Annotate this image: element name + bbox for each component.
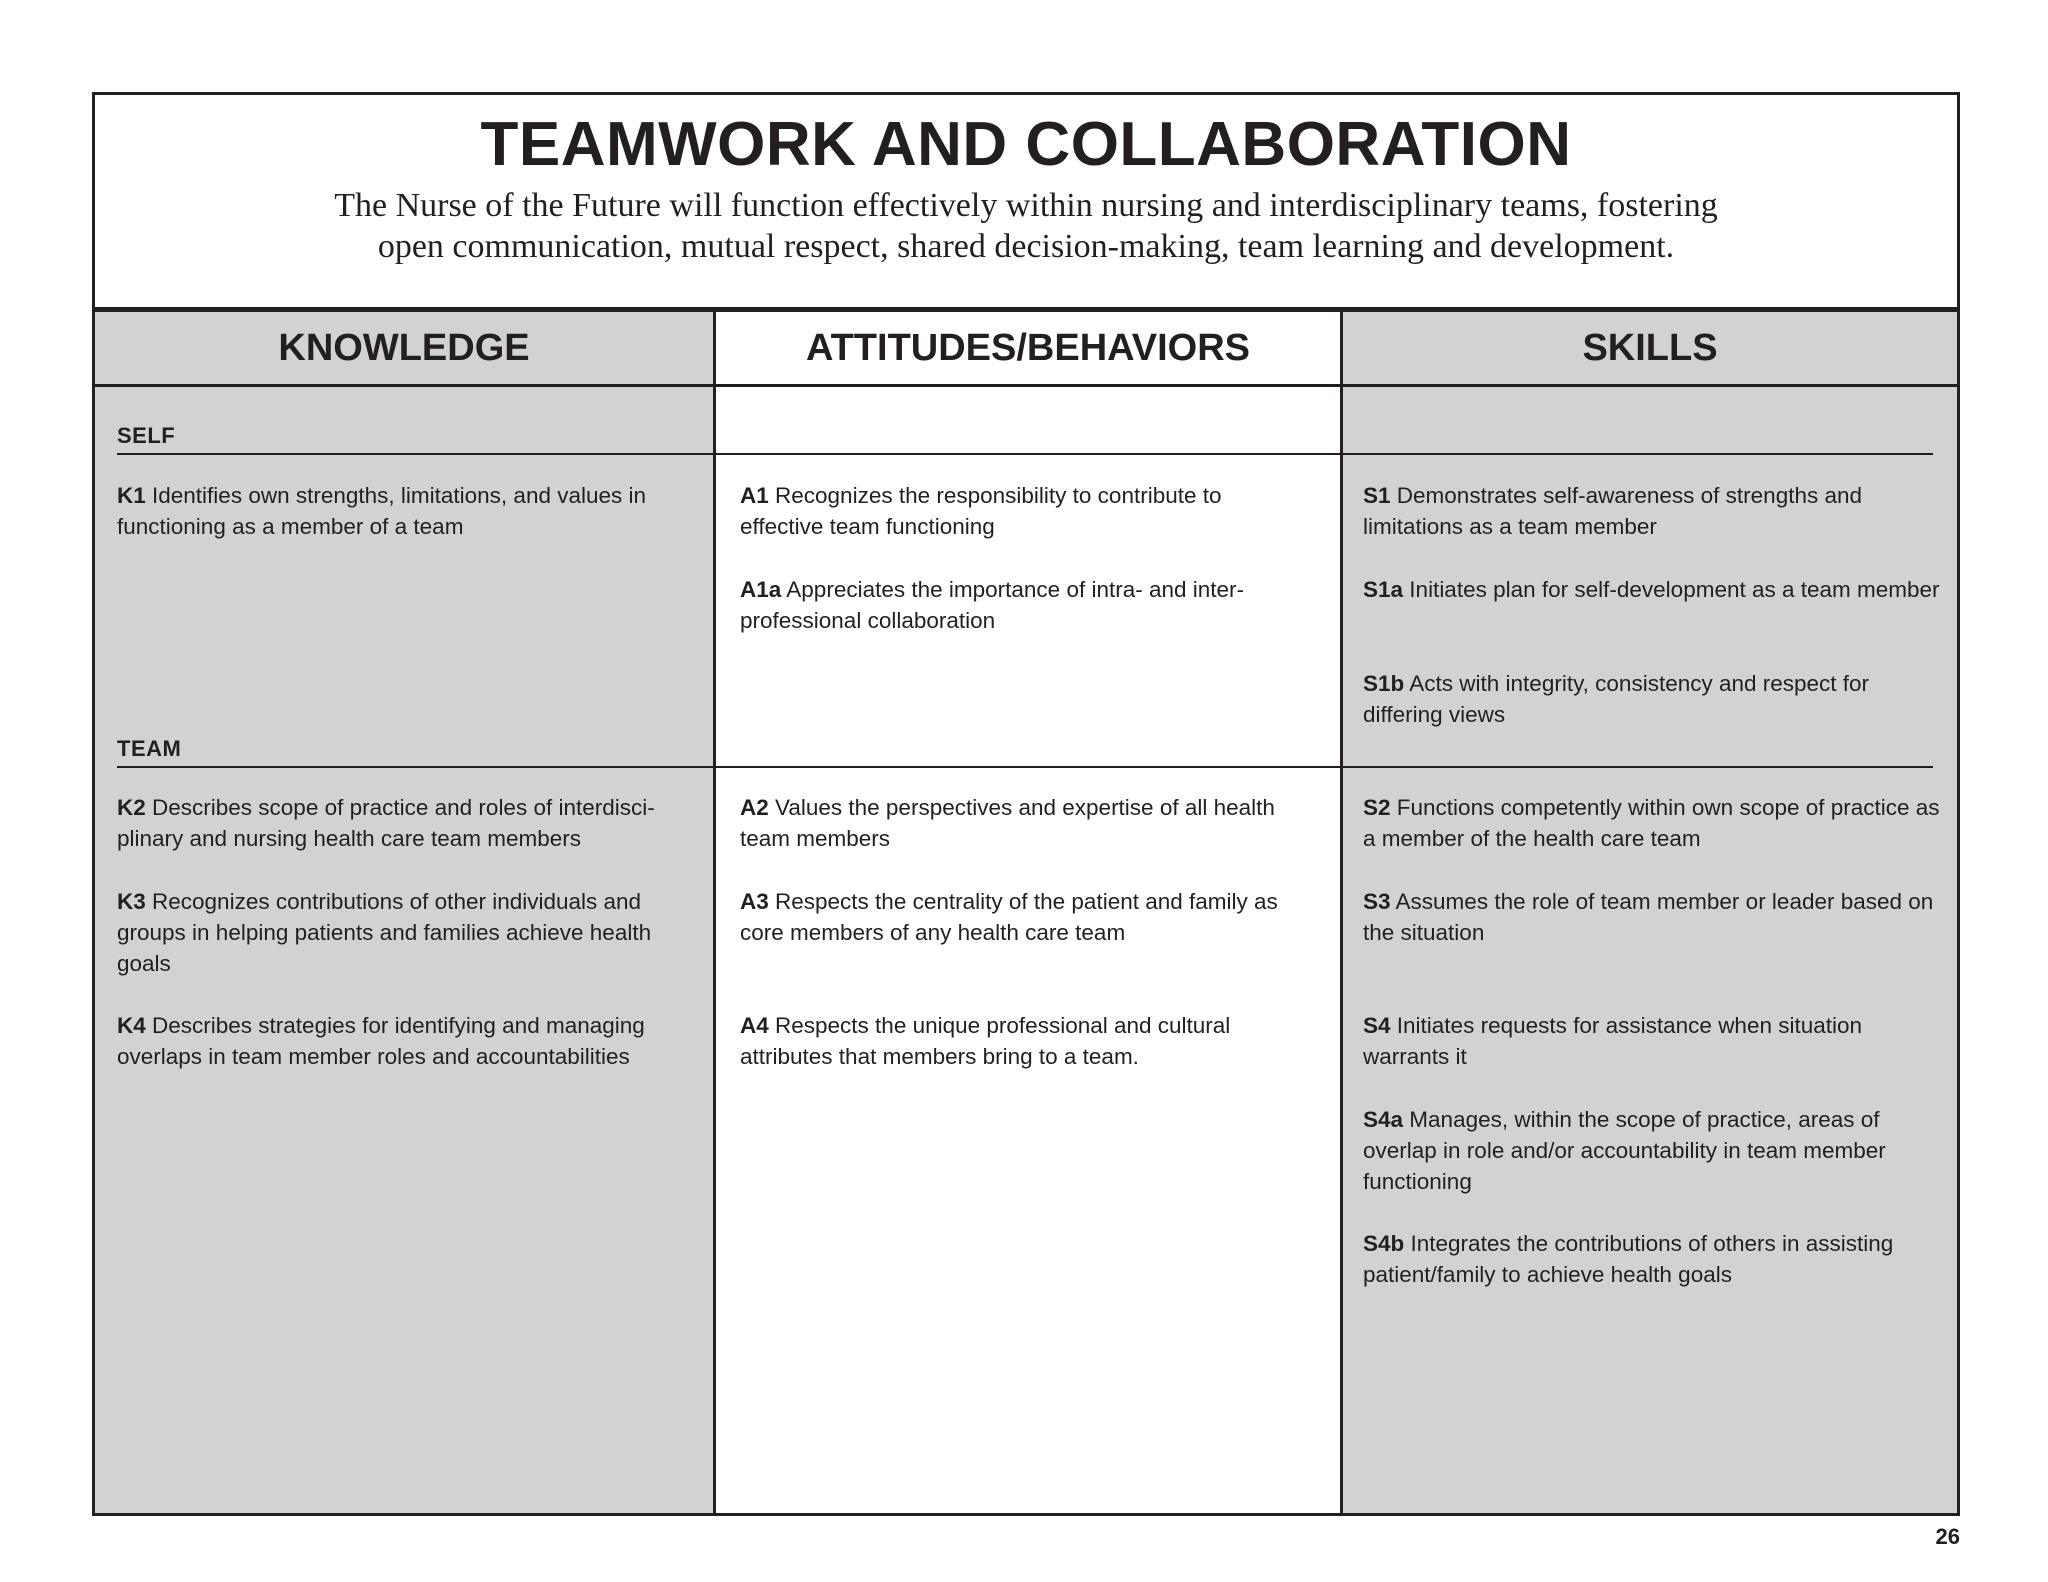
knowledge-column-header: KNOWLEDGE [95,312,713,387]
subtitle-line-2: open communication, mutual respect, shared decision-making, team learning and development. [377,228,1675,265]
skill-item-s1a [1363,574,1943,605]
subtitle [206,185,1846,267]
knowledge-item-k3 [117,886,657,979]
item-text: Functions competently within own scope of practice as a member of the health care team [1363,795,1940,851]
skill-item-s4 [1363,1010,1923,1072]
item-text: Initiates requests for assistance when situation warrants it [1363,1013,1863,1069]
item-text: Demonstrates self-awareness of strengths and limitations as a team member [1363,483,1863,539]
item-text: Describes strategies for identifying and managing overlaps in team member roles and accountabilities [117,1013,645,1069]
item-text: Integrates the contributions of others in assisting patient/family to achieve health goals [1363,1231,1894,1287]
knowledge-item-k4 [117,1010,687,1072]
item-text: Identifies own strengths, limitations, and values in functioning as a member of a team [117,483,647,539]
item-text: Initiates plan for self-development as a team member [1403,577,1940,602]
team-section-rule [117,766,713,768]
attitude-item-a4 [740,1010,1310,1072]
item-code: A3 [740,889,769,914]
item-code: A1 [740,483,769,508]
subtitle-line-1: The Nurse of the Future will function effectively within nursing and interdisciplinary teams, fostering [334,187,1718,224]
attitude-item-a2 [740,792,1310,854]
item-text: Recognizes contributions of other individuals and groups in helping patients and families achieve health goals [117,889,652,976]
skill-item-s3 [1363,886,1943,948]
skills-column [1343,312,1957,1513]
item-code: A1a [740,577,782,602]
item-code: A2 [740,795,769,820]
page-title: TEAMWORK AND COLLABORATION [480,110,1572,179]
item-code: S4 [1363,1013,1391,1038]
table-header [95,95,1957,307]
attitude-item-a1 [740,480,1310,542]
item-text: Acts with integrity, consistency and respect for differing views [1363,671,1870,727]
item-code: K1 [117,483,146,508]
attitude-item-a1a [740,574,1280,636]
skill-item-s1b [1363,668,1943,730]
item-code: S1a [1363,577,1404,602]
skills-column-header: SKILLS [1343,312,1957,387]
knowledge-column [95,312,716,1513]
attitudes-column [716,312,1343,1513]
item-code: S4b [1363,1231,1405,1256]
skill-item-s4a [1363,1104,1943,1197]
item-code: K2 [117,795,146,820]
section-label-team: TEAM [117,736,182,761]
skill-item-s4b [1363,1228,1943,1290]
competency-table [92,92,1960,1516]
item-text: Recognizes the responsibility to contribute to effective team functioning [740,483,1222,539]
item-text: Respects the centrality of the patient and family as core members of any health care team [740,889,1278,945]
item-code: K3 [117,889,146,914]
team-section-rule [1343,766,1933,768]
attitude-item-a3 [740,886,1310,948]
item-text: Manages, within the scope of practice, areas of overlap in role and/or accountability in team member functioning [1363,1107,1886,1194]
item-code: K4 [117,1013,146,1038]
item-text: Respects the unique professional and cultural attributes that members bring to a team. [740,1013,1231,1069]
skill-item-s1 [1363,480,1943,542]
self-section-rule [1343,453,1933,455]
item-code: S1 [1363,483,1391,508]
section-label-self: SELF [117,423,176,448]
item-code: S2 [1363,795,1391,820]
item-code: S4a [1363,1107,1404,1132]
skill-item-s2 [1363,792,1953,854]
item-text: Assumes the role of team member or leader based on the situation [1363,889,1934,945]
item-code: A4 [740,1013,769,1038]
self-section-rule [716,453,1340,455]
attitudes-column-header: ATTITUDES/BEHAVIORS [716,312,1340,387]
item-text: Describes scope of practice and roles of interdisci-plinary and nursing health care team members [117,795,655,851]
item-code: S1b [1363,671,1405,696]
team-section-rule [716,766,1340,768]
item-text: Appreciates the importance of intra- and inter-professional collaboration [740,577,1245,633]
item-code: S3 [1363,889,1391,914]
item-text: Values the perspectives and expertise of all health team members [740,795,1275,851]
knowledge-item-k2 [117,792,687,854]
knowledge-item-k1 [117,480,687,542]
page-number: 26 [1935,1524,1960,1549]
self-section-rule [117,453,713,455]
